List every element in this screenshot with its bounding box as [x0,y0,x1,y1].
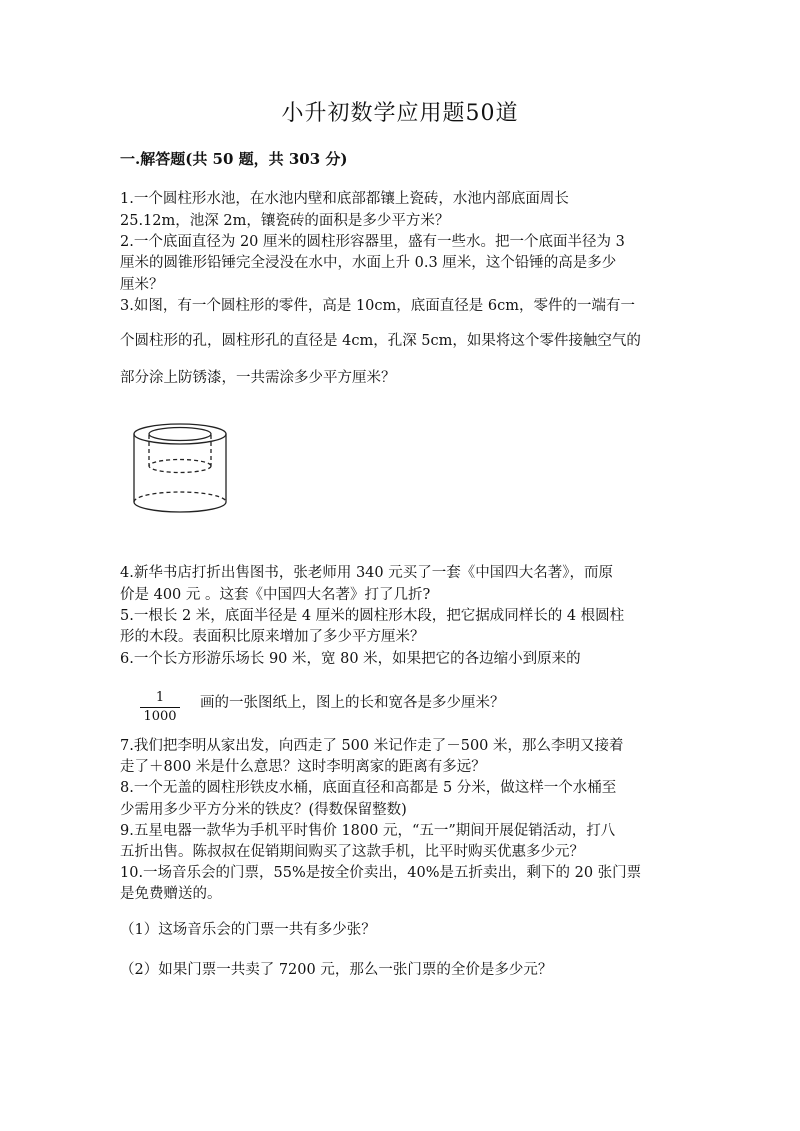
text-line: 1.一个圆柱形水池，在水池内壁和底部都镶上瓷砖，水池内部底面周长 [120,191,569,207]
text-line: 厘米？ [120,277,164,293]
text-line: 4.新华书店打折出售图书，张老师用 340 元买了一套《中国四大名著》，而原 [120,565,613,581]
text-line: 10.一场音乐会的门票，55%是按全价卖出，40%是五折卖出，剩下的 20 张门票 [120,865,642,881]
fraction-numerator: 1 [155,690,165,705]
section-heading: 一.解答题(共 50 题，共 303 分) [120,150,348,168]
text-line: 8.一个无盖的圆柱形铁皮水桶，底面直径和高都是 5 分米，做这样一个水桶至 [120,780,617,796]
text-line: 9.五星电器一款华为手机平时售价 1800 元，“五一”期间开展促销活动，打八 [120,823,616,839]
text-line: 3.如图，有一个圆柱形的零件，高是 10cm，底面直径是 6cm，零件的一端有一 [120,298,635,314]
text-line: 部分涂上防锈漆，一共需涂多少平方厘米？ [120,370,396,386]
text-line: 形的木段。表面积比原来增加了多少平方厘米？ [120,629,425,645]
fraction-bar [140,707,180,708]
fraction [140,690,180,725]
text-line: 2.一个底面直径为 20 厘米的圆柱形容器里，盛有一些水。把一个底面半径为 3 [120,234,625,250]
text-line: 5.一根长 2 米，底面半径是 4 厘米的圆柱形木段，把它据成同样长的 4 根圆柱 [120,608,625,624]
text-line: 走了＋800 米是什么意思？这时李明离家的距离有多远？ [120,759,486,775]
fraction-denominator: 1000 [143,709,177,724]
text-line: 厘米的圆锥形铅锤完全浸没在水中，水面上升 0.3 厘米，这个铅锤的高是多少 [120,255,617,271]
text-line: 五折出售。陈叔叔在促销期间购买了这款手机，比平时购买优惠多少元？ [120,844,584,860]
text-line: （2）如果门票一共卖了 7200 元，那么一张门票的全价是多少元？ [120,962,553,978]
text-line: 少需用多少平方分米的铁皮？(得数保留整数) [120,802,407,818]
cylinder-figure [124,422,244,522]
text-line: （1）这场音乐会的门票一共有多少张？ [120,922,376,938]
text-line: 个圆柱形的孔，圆柱形孔的直径是 4cm，孔深 5cm，如果将这个零件接触空气的 [120,333,641,349]
text-line: 价是 400 元 。这套《中国四大名著》打了几折? [120,587,431,603]
text-line: 是免费赠送的。 [120,886,222,902]
text-line: 25.12m，池深 2m，镶瓷砖的面积是多少平方米？ [120,213,450,229]
page-title: 小升初数学应用题50道 [281,101,519,126]
text-line: 7.我们把李明从家出发，向西走了 500 米记作走了－500 米，那么李明又接着 [120,738,624,754]
text-line: 6.一个长方形游乐场长 90 米，宽 80 米，如果把它的各边缩小到原来的 [120,651,581,667]
text-line: 画的一张图纸上，图上的长和宽各是多少厘米？ [200,695,505,711]
